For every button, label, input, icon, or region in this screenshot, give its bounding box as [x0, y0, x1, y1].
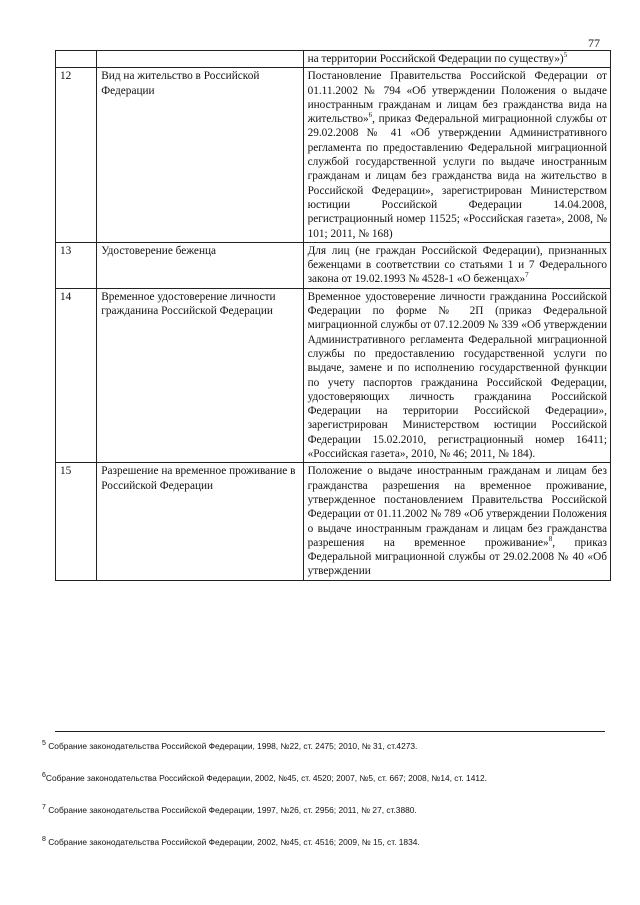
legal-basis-text: Постановление Правительства Российской Федерации от 01.11.2002 № 794 «Об утверждении Положения о выдаче иностранным гражданам и лицам без гражданства вида на жительство»: [307, 70, 607, 126]
footnote-number: 5: [42, 740, 46, 748]
table-row: [56, 288, 611, 463]
row-number: 12: [56, 68, 97, 243]
footnote-ref: 7: [525, 271, 529, 280]
legal-basis: [303, 463, 610, 580]
footnote-number: 8: [42, 836, 46, 844]
table-row: [56, 463, 611, 580]
row-number: 13: [56, 242, 97, 288]
legal-basis-tail: , приказ Федеральной миграционной службы от 29.02.2008 № 40 «Об утверждении: [307, 536, 607, 578]
document-type: Удостоверение беженца: [97, 242, 303, 288]
documents-table: [55, 50, 611, 581]
footnote: [42, 740, 622, 752]
table-row: [56, 51, 611, 68]
legal-basis: [303, 51, 610, 68]
document-type: [97, 51, 303, 68]
legal-basis: [303, 288, 610, 463]
footnote-text: Собрание законодательства Российской Федерации, 1997, №26, ст. 2956; 2011, № 27, ст.3880.: [48, 805, 417, 815]
table-row: [56, 68, 611, 243]
document-type: Временное удостоверение личности гражданина Российской Федерации: [97, 288, 303, 463]
row-number: 15: [56, 463, 97, 580]
legal-basis-text: Временное удостоверение личности гражданина Российской Федерации по форме № 2П (приказ Федеральной миграционной службы от 07.12.2009 № 339 «Об утверждении Административного регламента Федеральной миграционной службы по предоставлению государственной услуги по выдаче, замене и по исполнению государственной функции по учету паспортов гражданина Российской Федерации, удостоверяющих личность гражданина Российской Федерации на территории Российской Федерации», зарегистрирован Министерством юстиции Российской Федерации 15.02.2010, регистрационный номер 16411; «Российская газета», 2010, № 46; 2011, № 184).: [307, 290, 607, 461]
legal-basis: [303, 68, 610, 243]
footnote: [42, 804, 622, 816]
footnote-text: Собрание законодательства Российской Федерации, 1998, №22, ст. 2475; 2010, № 31, ст.4273.: [48, 741, 418, 751]
legal-basis: [303, 242, 610, 288]
footnote-ref: 5: [563, 51, 568, 60]
legal-basis-tail: , приказ Федеральной миграционной службы от 29.02.2008 № 41 «Об утверждении Административного регламента по предоставлению Федеральной миграционной службой государственной услуги по выдаче иностранным гражданам и лицам без гражданства вида на жительство в Российской Федерации», зарегистрирован Министерством юстиции Российской Федерации 14.04.2008, регистрационный номер 11525; «Российская газета», 2008, № 101; 2011, № 168): [307, 113, 607, 240]
legal-basis-text: Для лиц (не граждан Российской Федерации), признанных беженцами в соответствии со статьями 1 и 7 Федерального закона от 19.02.1993 № 4528-1 «О беженцах»: [307, 244, 607, 286]
footnote-text: Собрание законодательства Российской Федерации, 2002, №45, ст. 4516; 2009, № 15, ст. 1834.: [48, 837, 420, 847]
footnote: [42, 836, 622, 848]
footnote-number: 7: [42, 804, 46, 812]
footnotes: [42, 740, 622, 868]
footnote-ref: 6: [368, 111, 373, 120]
row-number: 14: [56, 288, 97, 463]
footnote-text: Собрание законодательства Российской Федерации, 2002, №45, ст. 4520; 2007, №5, ст. 667; 2008, №14, ст. 1412.: [45, 773, 488, 783]
row-number: [56, 51, 97, 68]
footnote-ref: 8: [548, 535, 553, 544]
footnote-number: 6: [42, 772, 46, 780]
page-number: 77: [588, 36, 600, 50]
table-row: [56, 242, 611, 288]
footnote: [42, 772, 622, 784]
document-type: Вид на жительство в Российской Федерации: [97, 68, 303, 243]
legal-basis-text: на территории Российской Федерации по существу»): [307, 53, 564, 65]
legal-basis-text: Положение о выдаче иностранным гражданам и лицам без гражданства разрешения на временное проживание, утвержденное постановлением Правительства Российской Федерации от 01.11.2002 № 789 «Об утверждении Положения о выдаче иностранным гражданам и лицам без гражданства разрешения на временное проживание»: [307, 465, 607, 549]
footnote-divider: [55, 731, 605, 732]
document-type: Разрешение на временное проживание в Российской Федерации: [97, 463, 303, 580]
